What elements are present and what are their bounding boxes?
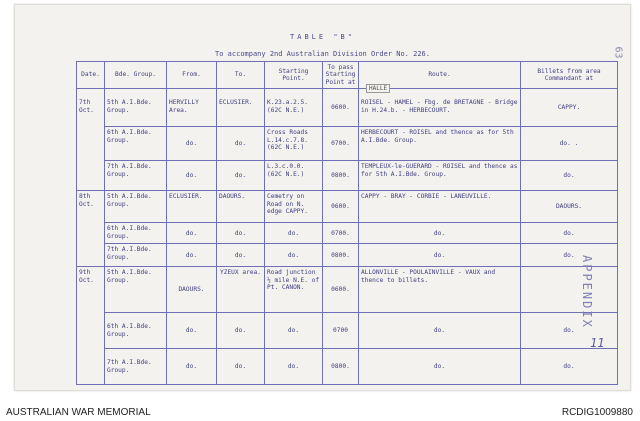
table-row <box>77 244 618 267</box>
header-time: To pass Starting Point at <box>323 62 359 89</box>
table-row <box>77 267 618 313</box>
document-title: TABLE "B" <box>290 33 355 41</box>
table-row <box>77 223 618 244</box>
cell-to: YZEUX area. <box>217 267 265 313</box>
cell-group: 6th A.I.Bde. Group. <box>105 313 167 349</box>
cell-from: HERVILLY Area. <box>167 89 217 127</box>
cell-start: K.23.a.2.5. (62C N.E.) <box>265 89 323 127</box>
cell-group: 5th A.I.Bde. Group. <box>105 267 167 313</box>
cell-start: do. <box>265 223 323 244</box>
cell-to: do. <box>217 313 265 349</box>
header-route: Route. <box>359 62 521 89</box>
cell-date: 7th Oct. <box>77 89 105 191</box>
cell-time: 0700 <box>323 313 359 349</box>
table-row <box>77 127 618 161</box>
cell-from: DAOURS. <box>167 267 217 313</box>
cell-route: do. <box>359 223 521 244</box>
cell-time: 0600. <box>323 191 359 223</box>
cell-to: ECLUSIER. <box>217 89 265 127</box>
cell-start: L.3.c.0.0. (62C N.E.) <box>265 161 323 191</box>
header-date: Date. <box>77 62 105 89</box>
cell-route: CAPPY - BRAY - CORBIE - LANEUVILLE. <box>359 191 521 223</box>
cell-from: ECLUSIER. <box>167 191 217 223</box>
cell-billets: do. <box>521 349 618 385</box>
table-row <box>77 313 618 349</box>
cell-group: 7th A.I.Bde. Group. <box>105 244 167 267</box>
cell-start: Cemetry on Road on N. edge CAPPY. <box>265 191 323 223</box>
header-group: Bde. Group. <box>105 62 167 89</box>
cell-time: 0700. <box>323 223 359 244</box>
cell-time: 0600. <box>323 89 359 127</box>
cell-time: 0800. <box>323 349 359 385</box>
table-header-row <box>77 62 618 89</box>
table-row <box>77 191 618 223</box>
cell-route: do. <box>359 313 521 349</box>
cell-billets <box>521 267 618 313</box>
cell-to: do. <box>217 244 265 267</box>
cell-from: do. <box>167 161 217 191</box>
cell-from: do. <box>167 349 217 385</box>
header-to: To. <box>217 62 265 89</box>
cell-start: do. <box>265 349 323 385</box>
cell-from: do. <box>167 313 217 349</box>
cell-route: do. <box>359 349 521 385</box>
table-row <box>77 349 618 385</box>
cell-date: 9th Oct. <box>77 267 105 385</box>
cell-group: 6th A.I.Bde. Group. <box>105 127 167 161</box>
appendix-number: 11 <box>590 336 605 350</box>
cell-group: 7th A.I.Bde. Group. <box>105 349 167 385</box>
appendix-stamp: APPENDIX <box>580 255 594 329</box>
header-billets: Billets from area Commandant at <box>521 62 618 89</box>
header-start: Starting Point. <box>265 62 323 89</box>
cell-start: Road junction ½ mile N.E. of Pt. CANON. <box>265 267 323 313</box>
document-subtitle: To accompany 2nd Australian Division Order No. 226. <box>215 50 430 58</box>
footer-archive-name: AUSTRALIAN WAR MEMORIAL <box>6 407 151 418</box>
cell-group: 7th A.I.Bde. Group. <box>105 161 167 191</box>
cell-date: 8th Oct. <box>77 191 105 267</box>
table-row <box>77 161 618 191</box>
cell-from: do. <box>167 223 217 244</box>
cell-time: 0800. <box>323 244 359 267</box>
cell-to: do. <box>217 161 265 191</box>
footer-record-id: RCDIG1009880 <box>561 407 633 418</box>
cell-to: do. <box>217 223 265 244</box>
cell-to: DAOURS. <box>217 191 265 223</box>
cell-start: Cross Roads L.14.c.7.8. (62C N.E.) <box>265 127 323 161</box>
cell-route: ALLONVILLE - POULAINVILLE - VAUX and thence to billets. <box>359 267 521 313</box>
cell-billets: DAOURS. <box>521 191 618 223</box>
handwritten-correction: HALLE <box>366 84 390 93</box>
cell-time: 0800. <box>323 161 359 191</box>
cell-from: do. <box>167 244 217 267</box>
cell-from: do. <box>167 127 217 161</box>
cell-start: do. <box>265 244 323 267</box>
table-row <box>77 89 618 127</box>
cell-group: 5th A.I.Bde. Group. <box>105 89 167 127</box>
cell-route: do. <box>359 244 521 267</box>
cell-route: TEMPLEUX-le-GUERARD - ROISEL and thence as for 5th A.I.Bde. Group. <box>359 161 521 191</box>
cell-route: ROISEL - HAMEL - Fbg. de BRETAGNE - Bridge in H.24.b. - HERBECOURT. <box>359 89 521 127</box>
cell-billets: do. <box>521 223 618 244</box>
cell-group: 6th A.I.Bde. Group. <box>105 223 167 244</box>
cell-route: HERBECOURT - ROISEL and thence as for 5th A.I.Bde. Group. <box>359 127 521 161</box>
cell-billets: do. <box>521 161 618 191</box>
cell-to: do. <box>217 127 265 161</box>
cell-billets: CAPPY. <box>521 89 618 127</box>
march-table <box>76 61 618 385</box>
header-from: From. <box>167 62 217 89</box>
cell-time: 0700. <box>323 127 359 161</box>
cell-time: 0600. <box>323 267 359 313</box>
cell-group: 5th A.I.Bde. Group. <box>105 191 167 223</box>
cell-billets: do. <box>521 313 618 349</box>
cell-billets: do. . <box>521 127 618 161</box>
cell-to: do. <box>217 349 265 385</box>
page-number: 63 <box>612 46 624 59</box>
cell-start: do. <box>265 313 323 349</box>
cell-billets: do. <box>521 244 618 267</box>
